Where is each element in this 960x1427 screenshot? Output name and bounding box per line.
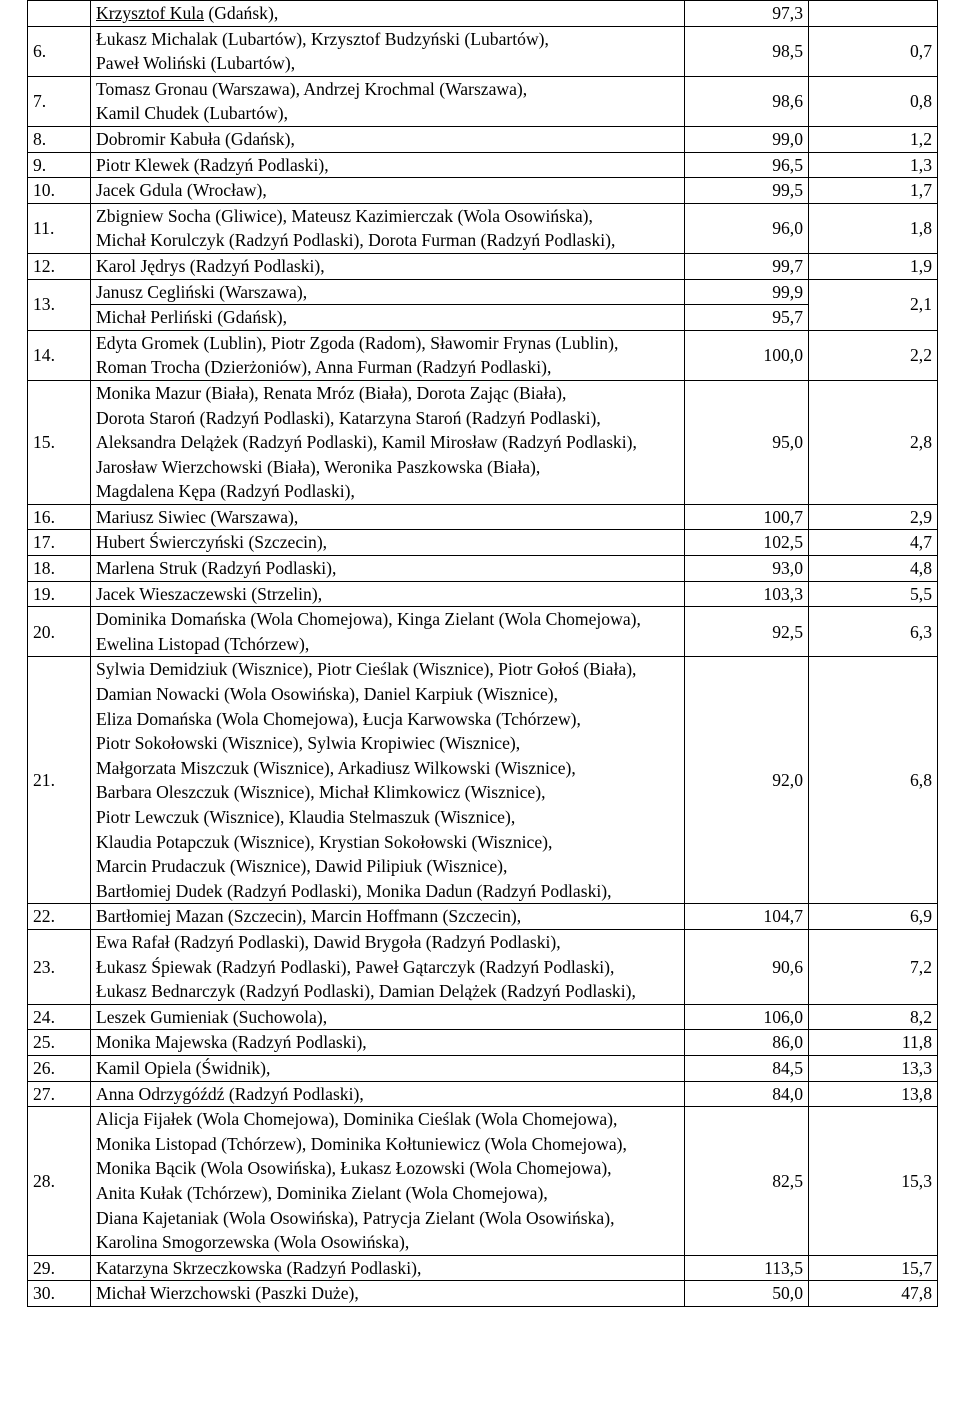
names-cell [91,581,685,607]
table-row [28,607,938,657]
score-cell: 104,7 [685,904,809,930]
score-cell: 97,3 [685,1,809,27]
name-line: Dorota Staroń (Radzyń Podlaski), Katarzyna Staroń (Radzyń Podlaski), [96,407,601,428]
diff-cell: 5,5 [809,581,938,607]
score-cell: 93,0 [685,556,809,582]
name-line: Piotr Lewczuk (Wisznice), Klaudia Stelmaszuk (Wisznice), [96,807,516,827]
score-cell: 113,5 [685,1255,809,1281]
names-cell [91,1081,685,1107]
name-line: Jarosław Wierzchowski (Biała), Weronika Paszkowska (Biała), [96,456,541,477]
score-cell: 50,0 [685,1281,809,1307]
names-cell [91,556,685,582]
diff-cell: 4,8 [809,556,938,582]
table-row [28,556,938,582]
table-row [28,1107,938,1256]
score-cell: 82,5 [685,1107,809,1256]
name-line: Damian Nowacki (Wola Osowińska), Daniel Karpiuk (Wisznice), [96,684,559,705]
name-line: Karolina Smogorzewska (Wola Osowińska), [96,1232,410,1253]
place-cell: 28. [28,1107,91,1256]
name-line: Marlena Struk (Radzyń Podlaski), [96,558,337,579]
name-line: Monika Majewska (Radzyń Podlaski), [96,1032,367,1053]
table-row [28,279,938,305]
table-row [28,203,938,253]
score-cell: 98,5 [685,26,809,76]
name-line: Diana Kajetaniak (Wola Osowińska), Patrycja Zielant (Wola Osowińska), [96,1207,615,1228]
name-line: Alicja Fijałek (Wola Chomejowa), Dominika Cieślak (Wola Chomejowa), [96,1109,618,1130]
name-line: Monika Bącik (Wola Osowińska), Łukasz Łozowski (Wola Chomejowa), [96,1158,612,1179]
score-cell: 98,6 [685,76,809,126]
names-cell [91,657,685,904]
place-cell: 15. [28,380,91,504]
name-line: Mariusz Siwiec (Warszawa), [96,506,299,527]
place-cell: 11. [28,203,91,253]
names-cell [91,1255,685,1281]
diff-cell: 1,3 [809,152,938,178]
name-line: Dobromir Kabuła (Gdańsk), [96,128,295,149]
name-line: Magdalena Kępa (Radzyń Podlaski), [96,481,355,502]
diff-cell: 7,2 [809,929,938,1004]
diff-cell: 15,7 [809,1255,938,1281]
name-line: Kamil Chudek (Lubartów), [96,103,289,124]
table-row [28,1004,938,1030]
names-cell [91,152,685,178]
table-row [28,253,938,279]
name-line: Krzysztof Kula (Gdańsk), [96,3,279,23]
diff-cell: 8,2 [809,1004,938,1030]
name-line: Bartłomiej Mazan (Szczecin), Marcin Hoffmann (Szczecin), [96,906,522,927]
place-cell: 6. [28,26,91,76]
table-row [28,1055,938,1081]
score-cell: 99,0 [685,126,809,152]
score-cell: 99,5 [685,178,809,204]
name-line: Leszek Gumieniak (Suchowola), [96,1006,328,1027]
table-row [28,330,938,380]
names-cell [91,203,685,253]
table-row [28,305,938,331]
name-line: Sylwia Demidziuk (Wisznice), Piotr Cieślak (Wisznice), Piotr Gołoś (Biała), [96,659,637,680]
place-cell: 19. [28,581,91,607]
results-table [27,0,938,1307]
name-line: Łukasz Śpiewak (Radzyń Podlaski), Paweł Gątarczyk (Radzyń Podlaski), [96,956,615,977]
name-line: Anita Kułak (Tchórzew), Dominika Zielant (Wola Chomejowa), [96,1182,548,1203]
table-row [28,1,938,27]
diff-cell: 2,1 [809,279,938,330]
name-line: Michał Korulczyk (Radzyń Podlaski), Dorota Furman (Radzyń Podlaski), [96,230,616,251]
place-cell: 18. [28,556,91,582]
diff-cell: 0,7 [809,26,938,76]
diff-cell: 2,8 [809,380,938,504]
name-line: Ewa Rafał (Radzyń Podlaski), Dawid Brygoła (Radzyń Podlaski), [96,931,561,952]
name-line: Monika Listopad (Tchórzew), Dominika Kołtuniewicz (Wola Chomejowa), [96,1133,627,1154]
diff-cell: 11,8 [809,1030,938,1056]
name-line: Piotr Sokołowski (Wisznice), Sylwia Kropiwiec (Wisznice), [96,733,521,754]
table-row [28,1255,938,1281]
table-row [28,504,938,530]
name-line: Michał Wierzchowski (Paszki Duże), [96,1283,359,1304]
table-row [28,380,938,504]
score-cell: 99,7 [685,253,809,279]
name-line: Łukasz Michalak (Lubartów), Krzysztof Budzyński (Lubartów), [96,28,549,49]
name-line: Eliza Domańska (Wola Chomejowa), Łucja Karwowska (Tchórzew), [96,708,581,729]
place-cell: 10. [28,178,91,204]
place-cell: 7. [28,76,91,126]
name-line: Jacek Gdula (Wrocław), [96,180,267,201]
names-cell [91,76,685,126]
table-row [28,26,938,76]
names-cell [91,929,685,1004]
names-cell [91,330,685,380]
diff-cell: 13,8 [809,1081,938,1107]
name-line: Tomasz Gronau (Warszawa), Andrzej Krochmal (Warszawa), [96,78,528,99]
place-cell: 25. [28,1030,91,1056]
place-cell: 29. [28,1255,91,1281]
names-cell [91,530,685,556]
score-cell: 96,5 [685,152,809,178]
table-row [28,178,938,204]
diff-cell: 13,3 [809,1055,938,1081]
names-cell [91,178,685,204]
table-row [28,76,938,126]
diff-cell: 47,8 [809,1281,938,1307]
table-row [28,1281,938,1307]
place-cell: 14. [28,330,91,380]
name-line: Łukasz Bednarczyk (Radzyń Podlaski), Damian Delążek (Radzyń Podlaski), [96,981,636,1002]
score-cell: 84,0 [685,1081,809,1107]
score-cell: 84,5 [685,1055,809,1081]
diff-cell [809,1,938,27]
name-line: Marcin Prudaczuk (Wisznice), Dawid Pilipiuk (Wisznice), [96,856,508,877]
score-cell: 95,7 [685,305,809,331]
table-row [28,126,938,152]
score-cell: 100,7 [685,504,809,530]
name-line: Jacek Wieszaczewski (Strzelin), [96,583,323,604]
names-cell [91,1,685,27]
place-cell: 30. [28,1281,91,1307]
name-line: Anna Odrzygóźdź (Radzyń Podlaski), [96,1083,364,1104]
place-cell: 12. [28,253,91,279]
name-line: Bartłomiej Dudek (Radzyń Podlaski), Monika Dadun (Radzyń Podlaski), [96,880,612,901]
name-line: Małgorzata Miszczuk (Wisznice), Arkadiusz Wilkowski (Wisznice), [96,757,576,778]
name-line: Kamil Opiela (Świdnik), [96,1057,271,1078]
diff-cell: 6,9 [809,904,938,930]
place-cell: 23. [28,929,91,1004]
place-cell: 17. [28,530,91,556]
names-cell [91,1107,685,1256]
name-line: Zbigniew Socha (Gliwice), Mateusz Kazimierczak (Wola Osowińska), [96,205,593,226]
diff-cell: 1,9 [809,253,938,279]
name-line: Roman Trocha (Dzierżoniów), Anna Furman (Radzyń Podlaski), [96,357,552,378]
diff-cell: 1,8 [809,203,938,253]
diff-cell: 0,8 [809,76,938,126]
score-cell: 96,0 [685,203,809,253]
results-table-body [28,1,938,1307]
place-cell: 16. [28,504,91,530]
diff-cell: 6,8 [809,657,938,904]
score-cell: 100,0 [685,330,809,380]
names-cell [91,126,685,152]
diff-cell: 1,2 [809,126,938,152]
table-row [28,657,938,904]
name-line: Monika Mazur (Biała), Renata Mróz (Biała), Dorota Zając (Biała), [96,382,567,403]
names-cell [91,904,685,930]
place-cell: 20. [28,607,91,657]
name-line: Hubert Świerczyński (Szczecin), [96,532,328,553]
score-cell: 106,0 [685,1004,809,1030]
names-cell [91,607,685,657]
names-cell: Janusz Cegliński (Warszawa), [91,279,685,305]
score-cell: 95,0 [685,380,809,504]
place-cell [28,1,91,27]
diff-cell: 1,7 [809,178,938,204]
score-cell: 92,0 [685,657,809,904]
name-line: Dominika Domańska (Wola Chomejowa), Kinga Zielant (Wola Chomejowa), [96,609,641,630]
score-cell: 92,5 [685,607,809,657]
place-cell: 8. [28,126,91,152]
names-cell [91,26,685,76]
names-cell: Michał Perliński (Gdańsk), [91,305,685,331]
diff-cell: 2,9 [809,504,938,530]
name-line: Aleksandra Delążek (Radzyń Podlaski), Kamil Mirosław (Radzyń Podlaski), [96,432,637,453]
table-row [28,530,938,556]
names-cell [91,253,685,279]
diff-cell: 15,3 [809,1107,938,1256]
diff-cell: 2,2 [809,330,938,380]
table-row [28,1030,938,1056]
diff-cell: 4,7 [809,530,938,556]
table-row [28,1081,938,1107]
name-line: Edyta Gromek (Lublin), Piotr Zgoda (Radom), Sławomir Frynas (Lublin), [96,332,619,353]
names-cell [91,1055,685,1081]
place-cell: 21. [28,657,91,904]
score-cell: 90,6 [685,929,809,1004]
names-cell [91,1281,685,1307]
place-cell: 22. [28,904,91,930]
name-line: Katarzyna Skrzeczkowska (Radzyń Podlaski), [96,1257,422,1278]
score-cell: 102,5 [685,530,809,556]
table-row [28,581,938,607]
name-line: Barbara Oleszczuk (Wisznice), Michał Klimkowicz (Wisznice), [96,782,546,803]
underlined-name: Krzysztof Kula [96,3,204,23]
names-cell [91,380,685,504]
score-cell: 103,3 [685,581,809,607]
names-cell [91,1004,685,1030]
place-cell: 26. [28,1055,91,1081]
place-cell: 13. [28,279,91,330]
table-row [28,152,938,178]
name-line: Karol Jędrys (Radzyń Podlaski), [96,255,325,276]
name-line: Piotr Klewek (Radzyń Podlaski), [96,154,329,175]
names-cell [91,504,685,530]
score-cell: 99,9 [685,279,809,305]
place-cell: 27. [28,1081,91,1107]
names-cell [91,1030,685,1056]
name-line: Ewelina Listopad (Tchórzew), [96,633,310,654]
name-line: Paweł Woliński (Lubartów), [96,53,296,74]
place-cell: 24. [28,1004,91,1030]
table-row [28,904,938,930]
place-cell: 9. [28,152,91,178]
table-row [28,929,938,1004]
diff-cell: 6,3 [809,607,938,657]
score-cell: 86,0 [685,1030,809,1056]
name-line: Klaudia Potapczuk (Wisznice), Krystian Sokołowski (Wisznice), [96,831,553,852]
